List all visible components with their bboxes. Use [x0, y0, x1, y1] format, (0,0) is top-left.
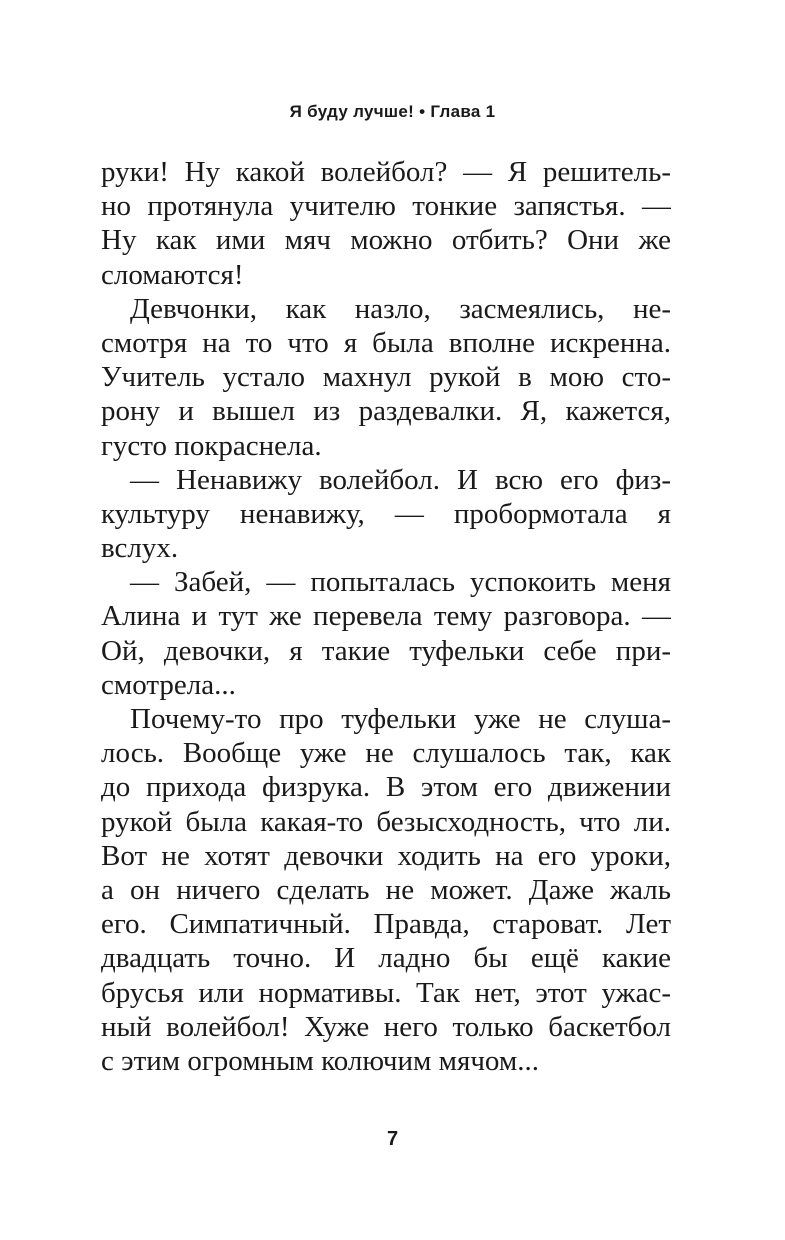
text-line: брусья или нормативы. Так нет, этот ужас- [101, 976, 671, 1009]
text-line: смотрела... [101, 668, 236, 701]
text-line: Алина и тут же перевела тему разговора. — [101, 600, 671, 633]
text-line: сломаются! [101, 258, 244, 291]
text-line: до прихода физрука. В этом его движении [101, 771, 671, 804]
text-line: — Забей, — попыталась успокоить меня [130, 566, 671, 599]
text-line: — Ненавижу волейбол. И всю его физ- [130, 463, 671, 496]
text-line: рукой была какая-то безысходность, что ли. [101, 805, 671, 838]
text-line: Ну как ими мяч можно отбить? Они же [101, 224, 671, 257]
text-line: его. Симпатичный. Правда, староват. Лет [101, 908, 671, 941]
text-line: Ой, девочки, я такие туфельки себе при- [101, 634, 671, 667]
text-line: рону и вышел из раздевалки. Я, кажется, [101, 395, 671, 428]
text-line: но протянула учителю тонкие запястья. — [101, 190, 671, 223]
text-line: руки! Ну какой волейбол? — Я решитель- [101, 156, 671, 188]
text-line: Девчонки, как назло, засмеялись, не- [130, 292, 671, 325]
text-line: лось. Вообще уже не слушалось так, как [101, 737, 671, 770]
body-text [101, 155, 671, 1078]
text-line: ный волейбол! Хуже него только баскетбол [101, 1010, 671, 1043]
text-line: двадцать точно. И ладно бы ещё какие [101, 942, 671, 975]
text-line: вслух. [101, 532, 179, 565]
text-line: а он ничего сделать не может. Даже жаль [101, 873, 671, 906]
text-line: смотря на то что я была вполне искренна. [101, 326, 671, 359]
running-header: Я буду лучше! • Глава 1 [289, 102, 496, 121]
text-line: Почему-то про туфельки уже не слуша- [130, 703, 671, 735]
text-line: культуру ненавижу, — пробормотала я [101, 497, 671, 530]
text-line: густо покраснела. [101, 429, 322, 462]
text-line: с этим огромным колючим мячом... [101, 1044, 539, 1077]
page-number: 7 [386, 1128, 399, 1150]
text-line: Учитель устало махнул рукой в мою сто- [101, 361, 671, 394]
text-line: Вот не хотят девочки ходить на его уроки, [101, 839, 671, 872]
